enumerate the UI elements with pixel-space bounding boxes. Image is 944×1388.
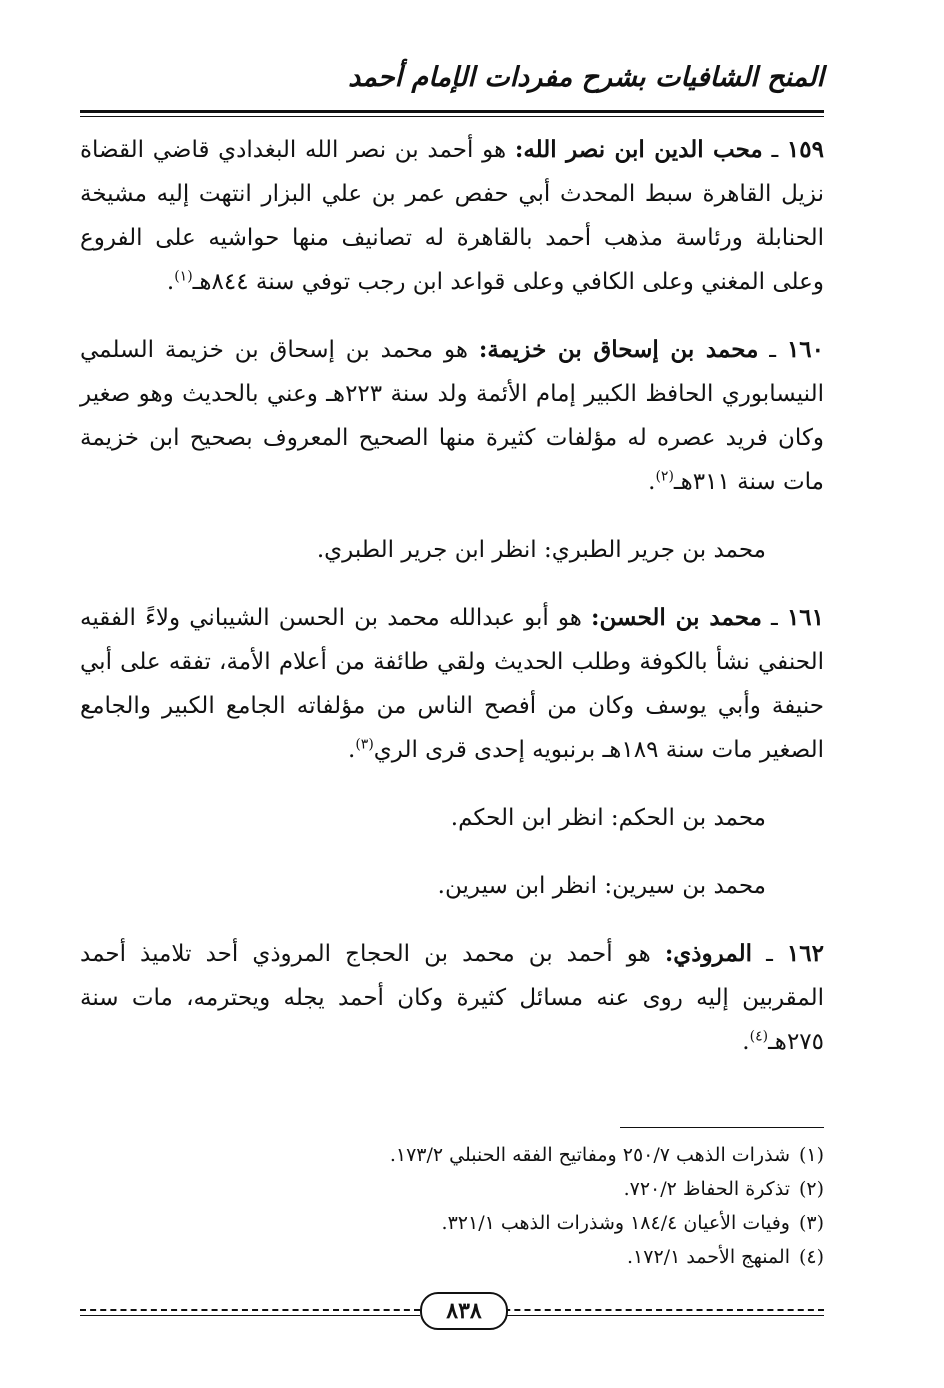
- footnote-text: المنهج الأحمد ١٧٢/١.: [627, 1246, 790, 1268]
- footnote-number: (٣): [798, 1212, 824, 1234]
- entry-number: ١٦٠: [786, 336, 824, 363]
- cross-reference: محمد بن الحكم: انظر ابن الحكم.: [450, 805, 766, 831]
- entry-heading: محمد بن الحسن:: [591, 604, 762, 631]
- cross-reference: محمد بن جرير الطبري: انظر ابن جرير الطبري.: [316, 537, 766, 563]
- page-footer: [80, 1290, 824, 1330]
- footnote-text: شذرات الذهب ٢٥٠/٧ ومفاتيح الفقه الحنبلي ١٧٣/٢.: [389, 1144, 790, 1166]
- entry-text: هو أحمد بن محمد بن الحجاج المروذي أحد تلاميذ أحمد المقربين إليه روى عنه مسائل كثيرة وكان أحمد يجله ويحترمه، مات سنة ٢٧٥هـ: [80, 941, 824, 1055]
- cross-reference: محمد بن سيرين: انظر ابن سيرين.: [437, 873, 766, 899]
- footer-line-left: [80, 1315, 420, 1316]
- entry-160: ١٦٠ ـ محمد بن إسحاق بن خزيمة: هو محمد بن إسحاق بن خزيمة السلمي النيسابوري الحافظ الكبير إمام الأئمة ولد سنة ٢٢٣هـ وعني بالحديث وهو صغير وكان فريد عصره له مؤلفات كثيرة منها الصحيح المعروف بصحيح ابن خزيمة مات سنة ٣١١هـ$^{(٢)}$.: [80, 336, 825, 495]
- entry-161: ١٦١ ـ محمد بن الحسن: هو أبو عبدالله محمد بن الحسن الشيباني ولاءً الفقيه الحنفي نشأ بالكوفة وطلب الحديث ولقي طائفة من أعلام الأمة، تفقه على أبي حنيفة وأبي يوسف وكان من أفصح الناس من مؤلفاته الجامع الكبير والجامع الصغير مات سنة ١٨٩هـ برنبويه إحدى قرى الري$^{(٣)}$.: [80, 604, 824, 763]
- footnote-ref[interactable]: (٣): [355, 736, 374, 753]
- running-header: المنح الشافيات بشرح مفردات الإمام أحمد: [348, 62, 824, 93]
- footer-line-right: [484, 1315, 824, 1316]
- entry-text: هو محمد بن إسحاق بن خزيمة السلمي النيسابوري الحافظ الكبير إمام الأئمة ولد سنة ٢٢٣هـ وعني بالحديث وهو صغير وكان فريد عصره له مؤلفات كثيرة منها الصحيح المعروف بصحيح ابن خزيمة مات سنة ٣١١هـ: [80, 337, 825, 495]
- footnote-ref[interactable]: (٤): [749, 1028, 769, 1045]
- footnotes: [80, 1138, 824, 1274]
- footer-dashed-line-right: [484, 1309, 824, 1311]
- entry-heading: محب الدين ابن نصر الله:: [514, 136, 763, 163]
- header-rule: [80, 110, 824, 113]
- footnote-item: [80, 1240, 824, 1274]
- entry-heading: المروذي:: [664, 940, 753, 967]
- footnote-ref[interactable]: (١): [174, 268, 193, 285]
- footnote-number: (٢): [798, 1178, 824, 1200]
- main-text: [80, 128, 824, 1088]
- footnote-item: [80, 1206, 824, 1240]
- entry-text: هو أبو عبدالله محمد بن الحسن الشيباني ولاءً الفقيه الحنفي نشأ بالكوفة وطلب الحديث ولقي طائفة من أعلام الأمة، تفقه على أبي حنيفة وأبي يوسف وكان من أفصح الناس من مؤلفاته الجامع الكبير والجامع الصغير مات سنة ١٨٩هـ برنبويه إحدى قرى الري: [80, 605, 824, 763]
- entry-number: ١٥٩: [786, 136, 824, 163]
- footnote-number: (٤): [798, 1246, 824, 1268]
- entry-text: هو أحمد بن نصر الله البغدادي قاضي القضاة نزيل القاهرة سبط المحدث أبي حفص عمر بن علي البزار انتهت إليه مشيخة الحنابلة ورئاسة مذهب أحمد بالقاهرة له تصانيف منها حواشيه على الفروع وعلى المغني وعلى الكافي وعلى قواعد ابن رجب توفي سنة ٨٤٤هـ: [80, 137, 824, 295]
- footer-dashed-line-left: [80, 1309, 420, 1311]
- entry-number: ١٦٢: [786, 940, 824, 967]
- footnote-text: وفيات الأعيان ١٨٤/٤ وشذرات الذهب ٣٢١/١.: [441, 1212, 790, 1234]
- entry-162: ١٦٢ ـ المروذي: هو أحمد بن محمد بن الحجاج المروذي أحد تلاميذ أحمد المقربين إليه روى عنه مسائل كثيرة وكان أحمد يجله ويحترمه، مات سنة ٢٧٥هـ$^{(٤)}$.: [80, 940, 824, 1055]
- footnote-item: [80, 1138, 824, 1172]
- page-number: ٨٣٨: [420, 1292, 508, 1330]
- footnote-item: [80, 1172, 824, 1206]
- footnote-separator: [620, 1127, 824, 1128]
- entry-159: ١٥٩ ـ محب الدين ابن نصر الله: هو أحمد بن نصر الله البغدادي قاضي القضاة نزيل القاهرة سبط المحدث أبي حفص عمر بن علي البزار انتهت إليه مشيخة الحنابلة ورئاسة مذهب أحمد بالقاهرة له تصانيف منها حواشيه على الفروع وعلى المغني وعلى الكافي وعلى قواعد ابن رجب توفي سنة ٨٤٤هـ$^{(١)}$.: [80, 136, 824, 295]
- entry-number: ١٦١: [786, 604, 824, 631]
- footnote-text: تذكرة الحفاظ ٧٢٠/٢.: [623, 1178, 790, 1200]
- entry-heading: محمد بن إسحاق بن خزيمة:: [478, 336, 759, 363]
- header-rule-thin: [80, 116, 824, 117]
- footnote-number: (١): [798, 1144, 824, 1166]
- footnote-ref[interactable]: (٢): [655, 468, 674, 485]
